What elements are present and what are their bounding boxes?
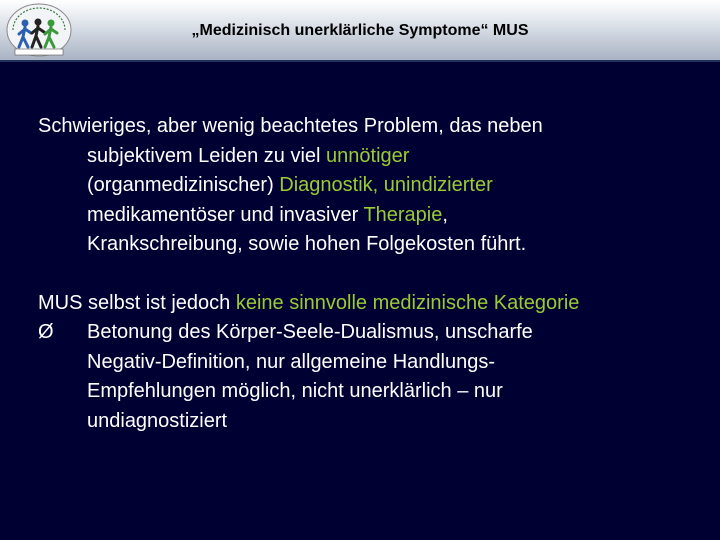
highlight-text: Therapie	[363, 203, 443, 226]
text-line	[38, 171, 698, 201]
highlight-text: unnötiger	[326, 144, 410, 167]
highlight-text: Diagnostik, unindizierter	[279, 174, 493, 196]
text-segment: medikamentöser und invasiver	[87, 203, 364, 226]
paragraph-category	[38, 289, 698, 437]
text-line: Negativ-Definition, nur allgemeine Handlungs-	[87, 350, 495, 373]
paragraph-gap	[38, 260, 698, 289]
text-line	[38, 142, 698, 172]
text-segment: Schwieriges, aber wenig beachtetes Problem, das neben	[38, 115, 543, 137]
text-line	[38, 201, 698, 231]
text-line: Empfehlungen möglich, nicht unerklärlich – nur	[87, 380, 503, 402]
text-line	[38, 230, 698, 260]
text-line	[38, 289, 698, 319]
text-segment: (organmedizinischer)	[87, 174, 280, 196]
text-line: Betonung des Körper-Seele-Dualismus, unscharfe	[87, 321, 533, 343]
highlight-text: keine sinnvolle medizinische Kategorie	[235, 291, 580, 314]
page-title: „Medizinisch unerklärliche Symptome“ MUS	[191, 22, 529, 39]
text-segment: Krankschreibung, sowie hohen Folgekosten führt.	[87, 233, 527, 255]
text-segment: ,	[442, 203, 448, 226]
paragraph-problem	[38, 112, 698, 260]
header-bar	[0, 0, 720, 62]
text-line: undiagnostiziert	[87, 409, 228, 432]
arrow-bullet-icon: Ø	[38, 321, 54, 343]
text-segment: MUS selbst ist jedoch	[38, 291, 236, 314]
bullet-text	[87, 318, 698, 436]
text-line	[38, 112, 698, 142]
bullet-item	[38, 318, 698, 436]
text-segment: subjektivem Leiden zu viel	[87, 144, 327, 167]
slide-content	[38, 112, 698, 436]
